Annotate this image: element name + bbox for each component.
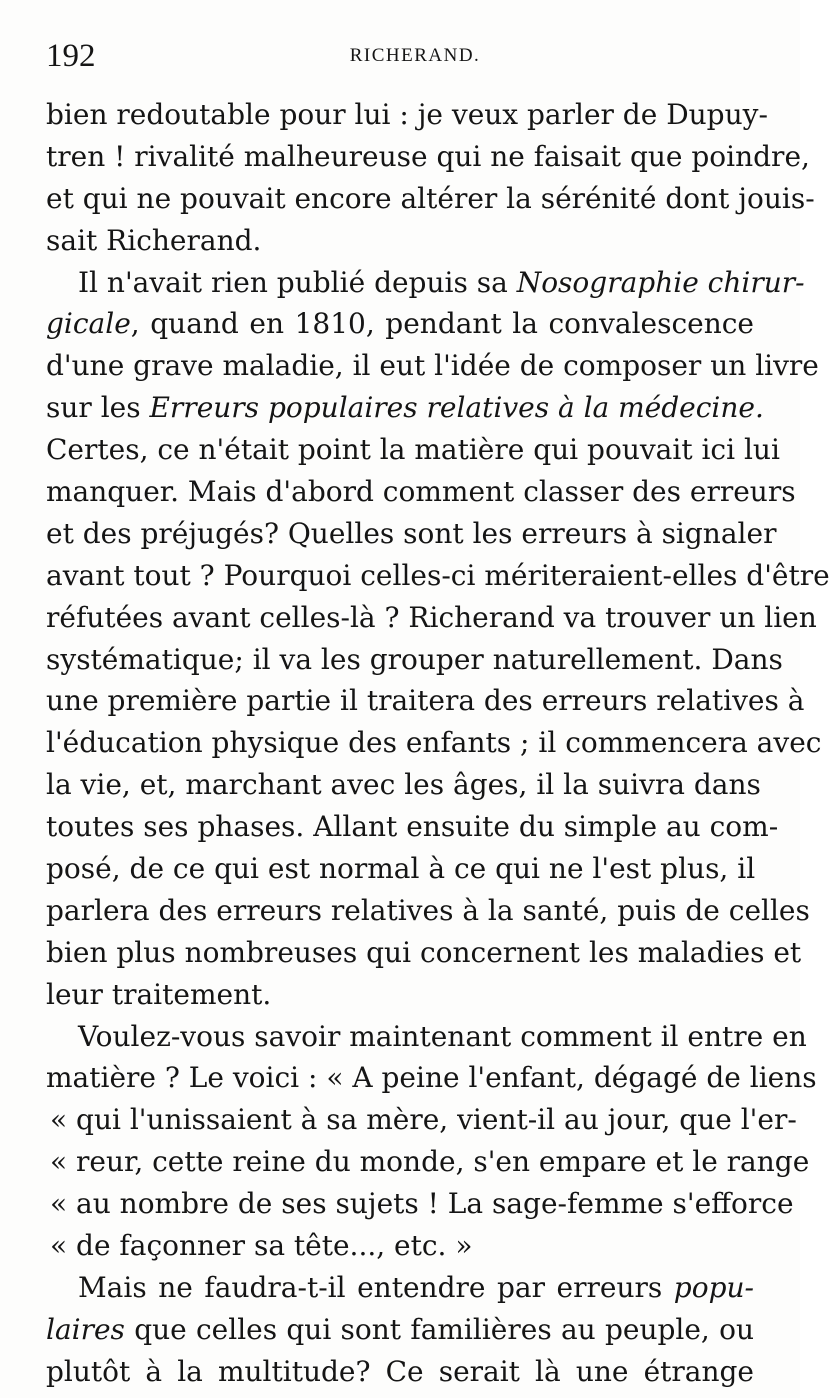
text-segment: sur les [46,391,150,425]
running-head: RICHERAND. [349,45,481,66]
quote-line: « qui l'unissaient à sa mère, vient-il au jour, que l'er- [50,1103,797,1137]
text-line: réfutées avant celles-là ? Richerand va trouver un lien [46,600,817,634]
quote-line: « au nombre de ses sujets ! La sage-femme s'efforce [50,1187,794,1221]
text-line: posé, de ce qui est normal à ce qui ne l'est plus, il [46,852,756,886]
text-line: d'une grave maladie, il eut l'idée de composer un livre [46,349,819,383]
text-segment: Il n'avait rien publié depuis sa [78,265,517,299]
italic-word: laires [46,1312,125,1346]
text-line: la vie, et, marchant avec les âges, il la suivra dans [46,768,761,802]
text-line: bien plus nombreuses qui concernent les maladies et [46,935,802,969]
italic-title: Nosographie chirur- [516,265,805,299]
text-line: l'éducation physique des enfants ; il commencera avec [46,726,822,760]
text-line: Voulez-vous savoir maintenant comment il entre en [78,1019,807,1053]
page-header [46,36,754,76]
text-line: une première partie il traitera des erreurs relatives à [46,684,805,718]
text-line: bien redoutable pour lui : je veux parler de Dupuy- [46,98,768,131]
text-line: avant tout ? Pourquoi celles-ci mériteraient-elles d'être [46,558,830,592]
text-line [46,1309,754,1351]
body-text [46,94,830,1393]
quote-line: « de façonner sa tête..., etc. » [50,1229,473,1263]
text-segment: que celles qui sont familières au peuple, ou [124,1312,754,1346]
text-line: tren ! rivalité malheureuse qui ne faisait que poindre, [46,139,810,173]
text-line: manquer. Mais d'abord comment classer des erreurs [46,475,796,509]
text-line: Certes, ce n'était point la matière qui pouvait ici lui [46,433,780,467]
text-line: matière ? Le voici : « A peine l'enfant, dégagé de liens [46,1061,817,1095]
text-line: et des préjugés? Quelles sont les erreurs à signaler [46,516,777,550]
italic-word: popu- [673,1270,754,1304]
text-line: et qui ne pouvait encore altérer la sérénité dont jouis- [46,181,815,215]
text-line: sait Richerand. [46,223,262,257]
quote-line: « reur, cette reine du monde, s'en empare et le range [50,1145,810,1179]
text-line: toutes ses phases. Allant ensuite du simple au com- [46,810,779,844]
page-number: 192 [46,38,96,74]
italic-title: Erreurs populaires relatives à la médecine. [149,391,764,425]
text-line [46,262,805,304]
text-line: systématique; il va les grouper naturellement. Dans [46,642,783,676]
italic-title: gicale [46,307,131,341]
text-line: leur traitement. [46,977,272,1011]
text-line: plutôt à la multitude? Ce serait là une étrange [46,1354,754,1388]
text-line [46,387,764,429]
text-line: parlera des erreurs relatives à la santé, puis de celles [46,893,810,927]
text-segment: , quand en 1810, pendant la convalescence [130,307,754,341]
text-line [46,303,754,345]
text-segment: Mais ne faudra-t-il entendre par erreurs [78,1270,674,1304]
text-line [46,1267,754,1309]
